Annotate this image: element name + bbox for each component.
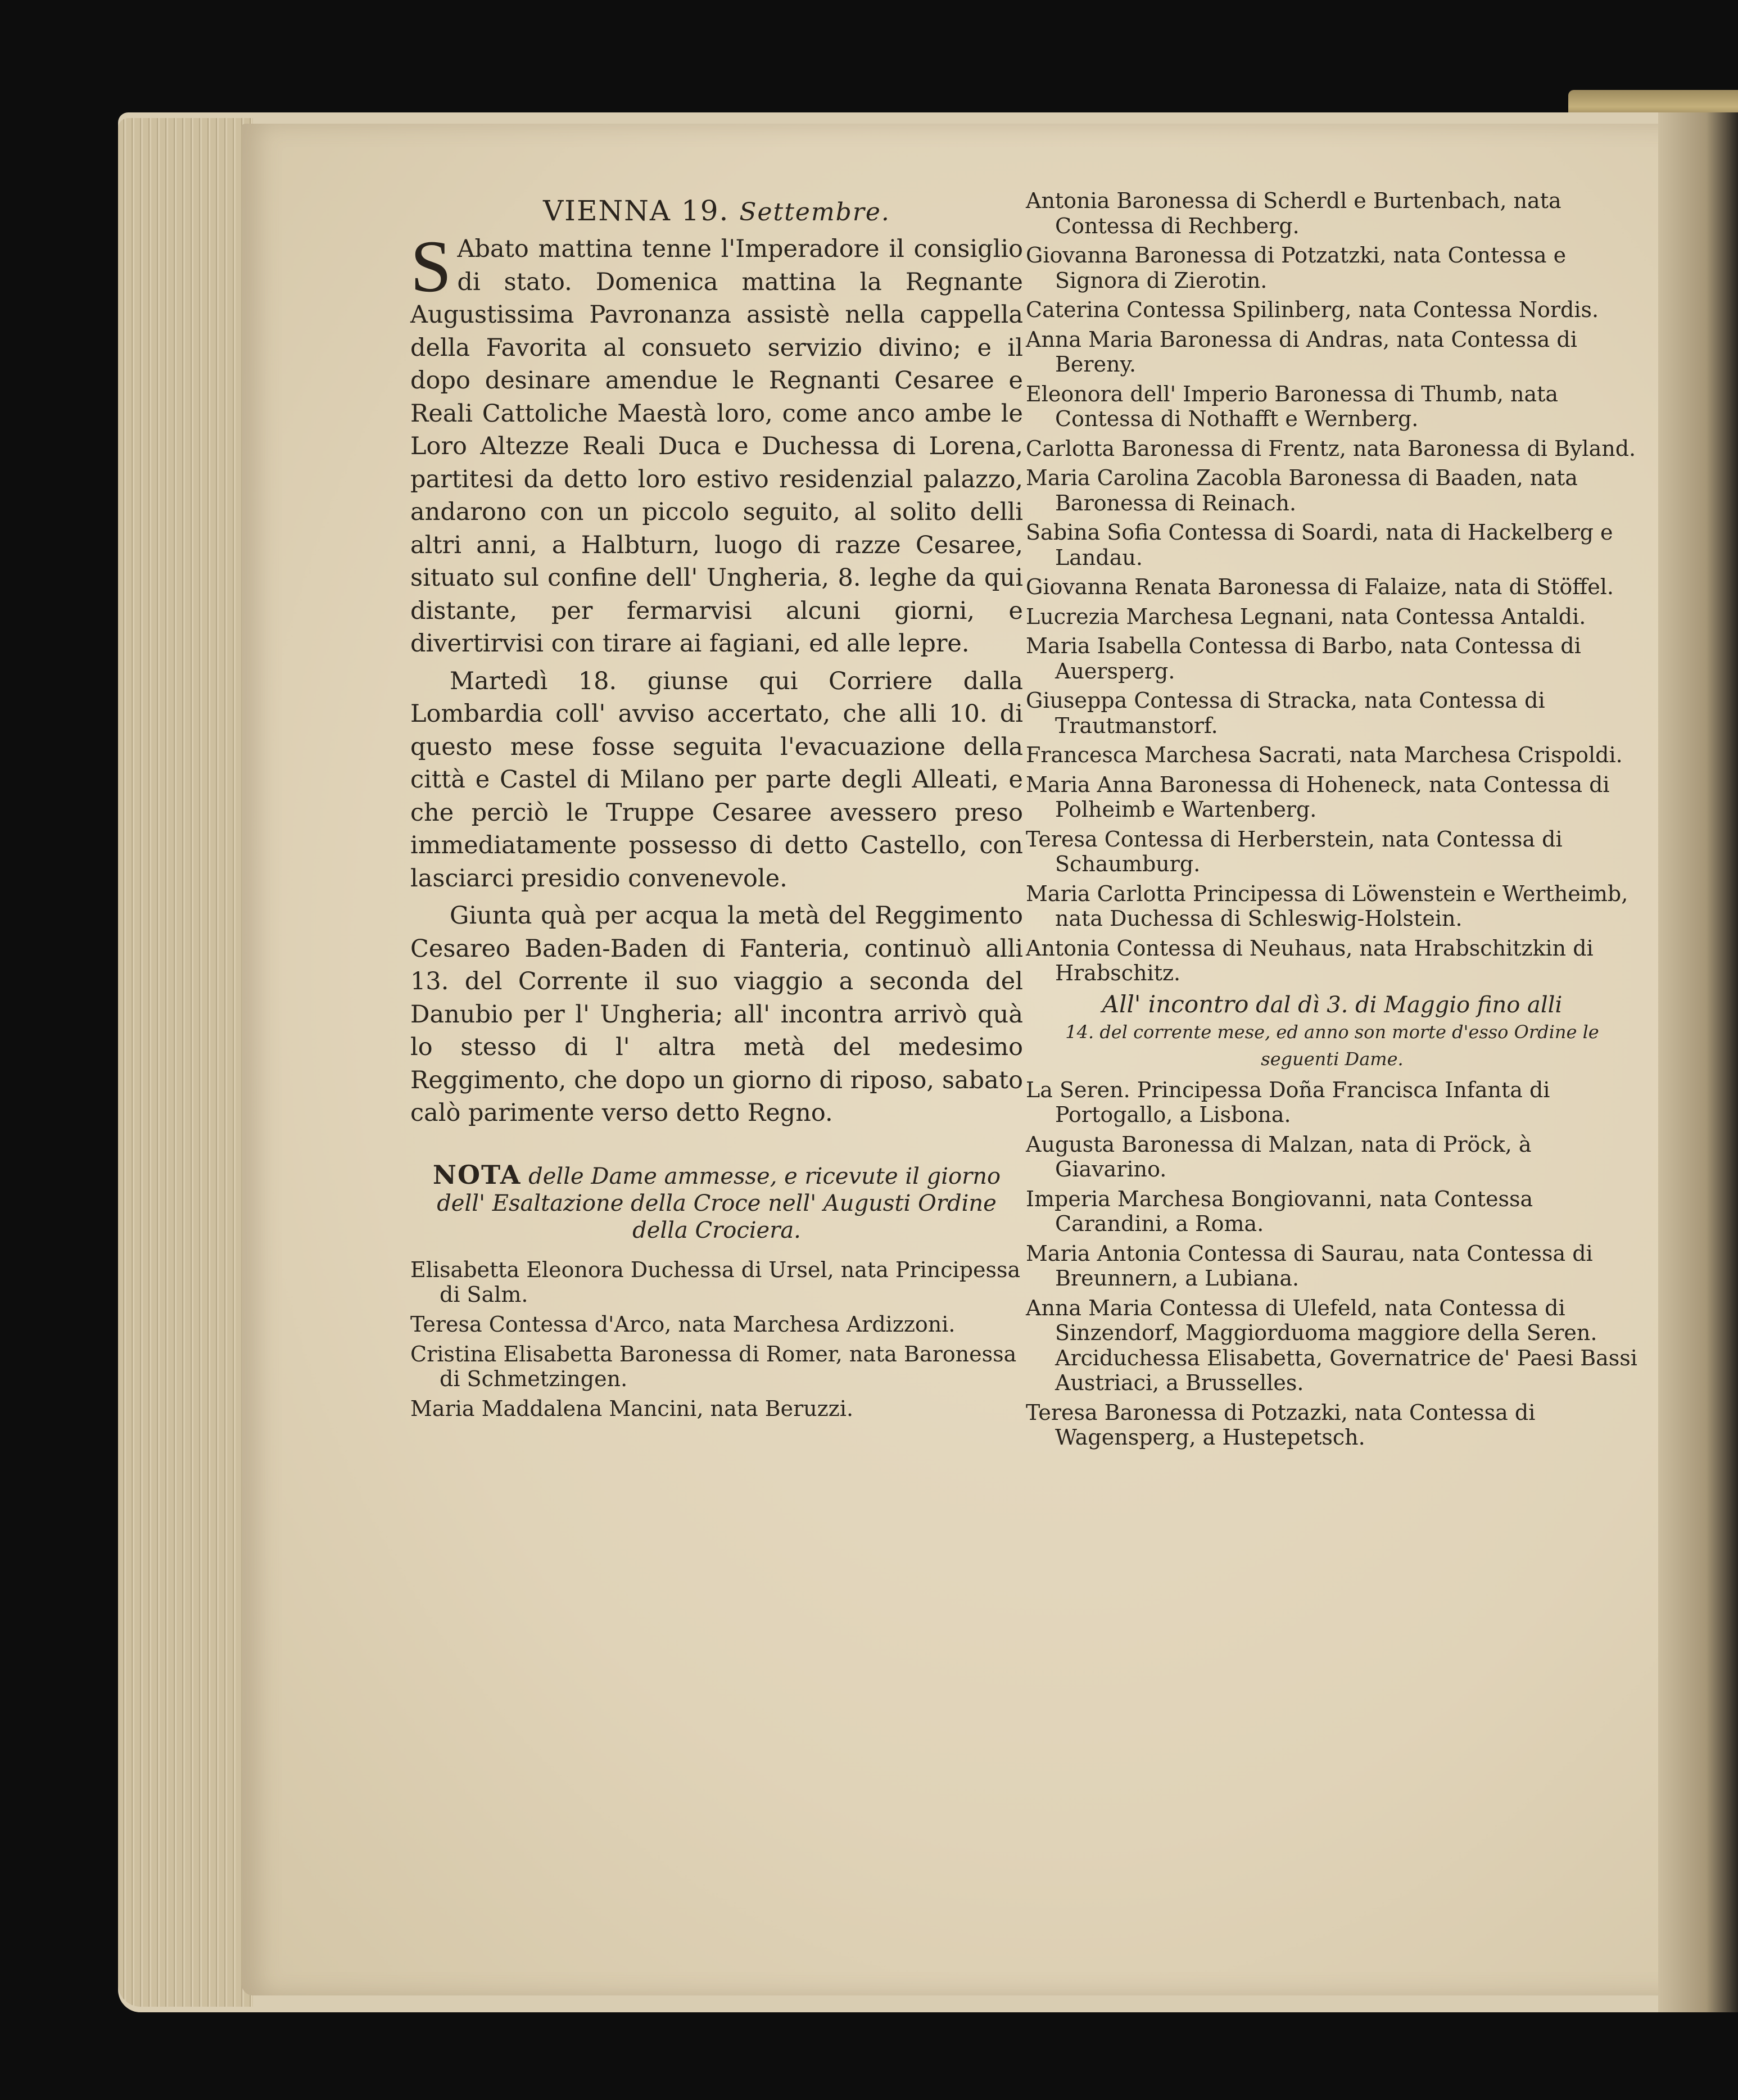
- list-item: Augusta Baronessa di Malzan, nata di Pröck, à Giavarino.: [1026, 1132, 1532, 1182]
- list-item: La Seren. Principessa Doña Francisca Infanta di Portogallo, a Lisbona.: [1026, 1077, 1550, 1127]
- right-entries-a: [1026, 188, 1639, 986]
- right-column: [1026, 188, 1639, 1455]
- nota-heading: [410, 1161, 1023, 1244]
- paragraph-1-text: Abato mattina tenne l'Imperadore il consiglio di stato. Domenica mattina la Regnante Augustissima Pavronanza assistè nella cappella della Favorita al consueto servizio divino; e il dopo desinare amendue le Regnanti Cesaree e Reali Cattoliche Maestà loro, come anco ambe le Loro Altezze Reali Duca e Duchessa di Lorena, partitesi da detto loro estivo residenzial palazzo, andarono con un piccolo seguito, al solito delli altri anni, a Halbturn, luogo di razze Cesaree, situato sul confine dell' Ungheria, 8. leghe da qui distante, per fermarvisi alcuni giorni, e divertirvisi con tirare ai fagiani, ed alle lepre.: [410, 235, 1023, 658]
- list-item: Maria Carolina Zacobla Baronessa di Baaden, nata Baronessa di Reinach.: [1026, 465, 1578, 515]
- list-item: Sabina Sofia Contessa di Soardi, nata di Hackelberg e Landau.: [1026, 520, 1613, 570]
- list-item: Caterina Contessa Spilinberg, nata Contessa Nordis.: [1026, 297, 1599, 322]
- left-column: [410, 191, 1023, 1426]
- list-item: Elisabetta Eleonora Duchessa di Ursel, nata Principessa di Salm.: [410, 1257, 1021, 1307]
- list-item: Teresa Contessa di Herberstein, nata Contessa di Schaumburg.: [1026, 826, 1563, 876]
- list-item: Giuseppa Contessa di Stracka, nata Contessa di Trautmanstorf.: [1026, 688, 1545, 738]
- list-item: Antonia Baronessa di Scherdl e Burtenbach, nata Contessa di Rechberg.: [1026, 188, 1562, 238]
- list-item: Antonia Contessa di Neuhaus, nata Hrabschitzkin di Hrabschitz.: [1026, 935, 1594, 985]
- list-item: Maria Carlotta Principessa di Löwenstein e Wertheimb, nata Duchessa di Schleswig-Holstein.: [1026, 881, 1628, 931]
- list-item: Maria Anna Baronessa di Hoheneck, nata Contessa di Polheimb e Wartenberg.: [1026, 772, 1610, 822]
- list-item: Cristina Elisabetta Baronessa di Romer, nata Baronessa di Schmetzingen.: [410, 1341, 1017, 1391]
- drop-cap: S: [410, 225, 452, 307]
- list-item: Teresa Baronessa di Potzazki, nata Contessa di Wagensperg, a Hustepetsch.: [1026, 1400, 1536, 1450]
- left-entries: [410, 1257, 1023, 1421]
- page-edges: [118, 118, 253, 2007]
- dateline: [410, 191, 1023, 230]
- list-item: Eleonora dell' Imperio Baronessa di Thumb, nata Contessa di Nothafft e Wernberg.: [1026, 381, 1559, 431]
- list-item: Maria Antonia Contessa di Saurau, nata Contessa di Breunnern, a Lubiana.: [1026, 1241, 1593, 1291]
- list-item: Maria Isabella Contessa di Barbo, nata Contessa di Auersperg.: [1026, 633, 1581, 684]
- list-item: Teresa Contessa d'Arco, nata Marchesa Ardizzoni.: [410, 1311, 956, 1337]
- paragraph-1: [410, 225, 1023, 660]
- list-item: Giovanna Baronessa di Potzatzki, nata Contessa e Signora di Zierotin.: [1026, 243, 1567, 293]
- paragraph-2: Martedì 18. giunse qui Corriere dalla Lombardia coll' avviso accertato, che alli 10. di questo mese fosse seguita l'evacuazione della città e Castel di Milano per parte degli Alleati, e che perciò le Truppe Cesaree avessero preso immediatamente possesso di detto Castello, con lasciarci presidio convenevole.: [410, 667, 1023, 893]
- nota-rest: delle Dame ammesse, e ricevute il giorno dell' Esaltazione della Croce nell' Augusti Ordine della Crociera.: [437, 1163, 1001, 1243]
- list-item: Maria Maddalena Mancini, nata Beruzzi.: [410, 1396, 854, 1421]
- nota-lead: NOTA: [432, 1159, 522, 1190]
- deceased-heading-small: 14. del corrente mese, ed anno son morte d'esso Ordine le seguenti Dame.: [1065, 1021, 1599, 1070]
- dateline-city: VIENNA 19.: [543, 194, 730, 227]
- list-item: Carlotta Baronessa di Frentz, nata Baronessa di Byland.: [1026, 436, 1636, 461]
- list-item: Imperia Marchesa Bongiovanni, nata Contessa Carandini, a Roma.: [1026, 1186, 1533, 1236]
- deceased-heading-lead: All' incontro: [1102, 990, 1249, 1018]
- deceased-heading-rest: dal dì 3. di Maggio fino alli: [1256, 992, 1563, 1018]
- list-item: Lucrezia Marchesa Legnani, nata Contessa Antaldi.: [1026, 604, 1586, 629]
- list-item: Anna Maria Baronessa di Andras, nata Contessa di Bereny.: [1026, 327, 1577, 377]
- list-item: Anna Maria Contessa di Ulefeld, nata Contessa di Sinzendorf, Maggiorduoma maggiore della Seren. Arciduchessa Elisabetta, Governatrice de' Paesi Bassi Austriaci, a Brusselles.: [1026, 1295, 1637, 1395]
- paragraph-3: Giunta quà per acqua la metà del Reggimento Cesareo Baden-Baden di Fanteria, continuò alli 13. del Corrente il suo viaggio a seconda del Danubio per l' Ungheria; all' incontra arrivò quà lo stesso di l' altra metà del medesimo Reggimento, che dopo un giorno di riposo, sabato calò parimente verso detto Regno.: [410, 902, 1023, 1127]
- list-item: Francesca Marchesa Sacrati, nata Marchesa Crispoldi.: [1026, 743, 1623, 767]
- dateline-month: Settembre.: [739, 198, 890, 227]
- deceased-heading: [1026, 992, 1639, 1072]
- book-gutter: [1658, 112, 1738, 2012]
- right-entries-b: [1026, 1078, 1639, 1450]
- list-item: Giovanna Renata Baronessa di Falaize, nata di Stöffel.: [1026, 574, 1614, 599]
